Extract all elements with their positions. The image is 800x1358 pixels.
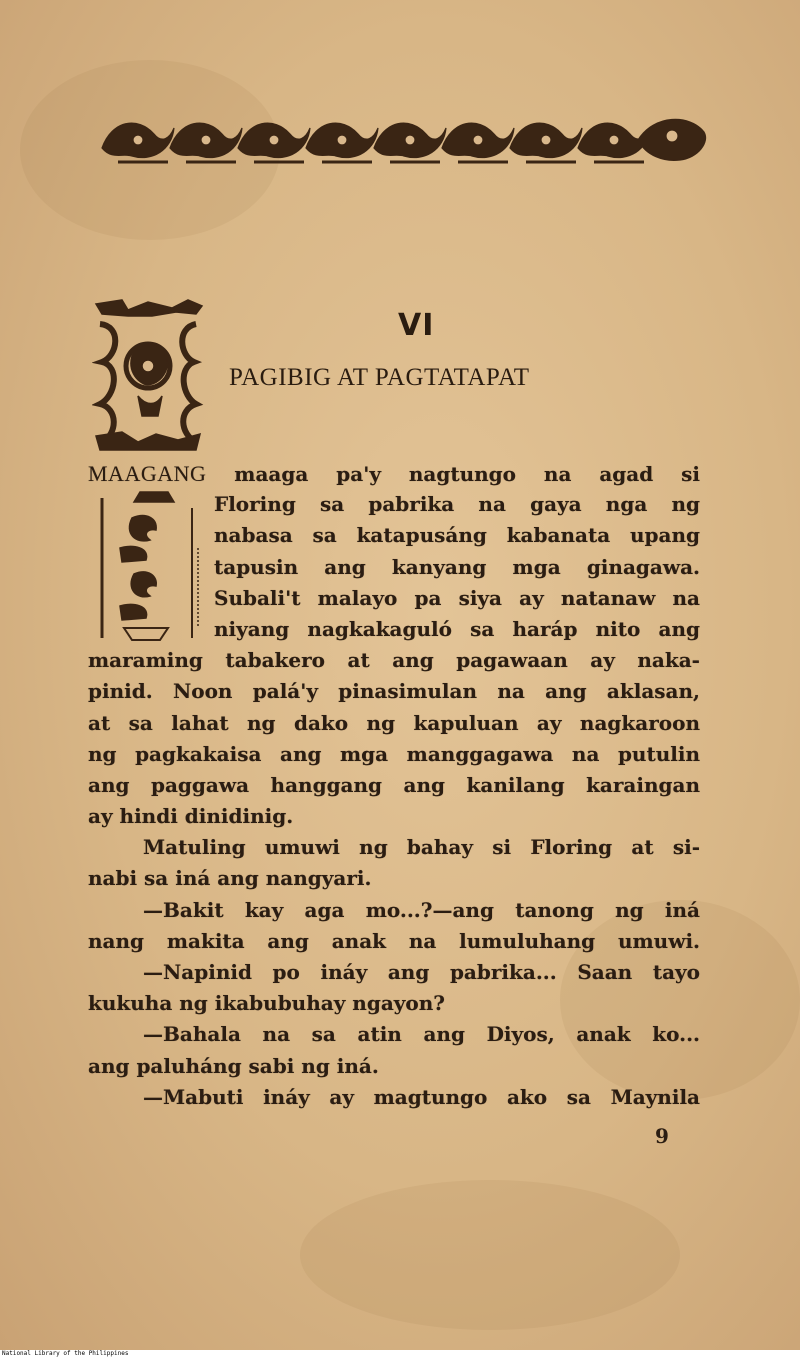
text-line: kukuha ng ikabubuhay ngayon? xyxy=(88,991,446,1016)
chapter-body xyxy=(88,458,700,1113)
chapter-number: VI xyxy=(398,308,435,343)
text-line-content: maaga pa'y nagtungo na agad si xyxy=(206,462,700,486)
text-line: ng pagkakaisa ang mga manggagawa na putulin xyxy=(88,741,700,766)
text-line: —Napinid po ináy ang pabrika... Saan tayo xyxy=(143,960,700,984)
text-line: ang paggawa hanggang ang kanilang karaingan xyxy=(88,772,700,797)
ornament-motif xyxy=(102,123,174,162)
text-line: Subali't malayo pa siya ay natanaw na xyxy=(214,585,700,610)
paper-stain xyxy=(300,1180,680,1330)
text-line: ang paluháng sabi ng iná. xyxy=(88,1053,379,1078)
text-line: —Bakit kay aga mo...?—ang tanong ng iná xyxy=(143,897,700,922)
chapter-title: PAGIBIG AT PAGTATAPAT xyxy=(229,364,530,391)
text-line: maraming tabakero at ang pagawaan ay naka- xyxy=(88,648,700,673)
text-line: at sa lahat ng dako ng kapuluan ay nagkaroon xyxy=(88,710,700,735)
library-credit: National Library of the Philippines xyxy=(2,1350,129,1357)
text-line: pinid. Noon palá'y pinasimulan na ang aklasan, xyxy=(88,679,700,704)
text-line: Matuling umuwi ng bahay si Floring at si- xyxy=(143,835,700,860)
text-line: niyang nagkakaguló sa haráp nito ang xyxy=(214,616,700,641)
page-number: 9 xyxy=(655,1124,669,1148)
text-line: —Bahala na sa atin ang Diyos, anak ko... xyxy=(143,1022,700,1047)
text-line: —Mabuti ináy ay magtungo ako sa Maynila xyxy=(143,1084,700,1109)
text-line: ay hindi dinidinig. xyxy=(88,804,294,829)
text-line: tapusin ang kanyang mga ginagawa. xyxy=(214,554,700,579)
footer-strip xyxy=(0,1350,800,1358)
text-line: nabi sa iná ang nangyari. xyxy=(88,866,372,891)
text-line xyxy=(88,458,700,489)
text-line: Floring sa pabrika na gaya nga ng xyxy=(214,492,700,517)
decorative-header-ornament xyxy=(98,110,710,168)
first-word: MAAGANG xyxy=(88,461,207,486)
floral-initial-ornament xyxy=(92,296,207,454)
text-line: nabasa sa katapusáng kabanata upang xyxy=(214,523,700,548)
text-line: nang makita ang anak na lumuluhang umuwi. xyxy=(88,928,700,953)
